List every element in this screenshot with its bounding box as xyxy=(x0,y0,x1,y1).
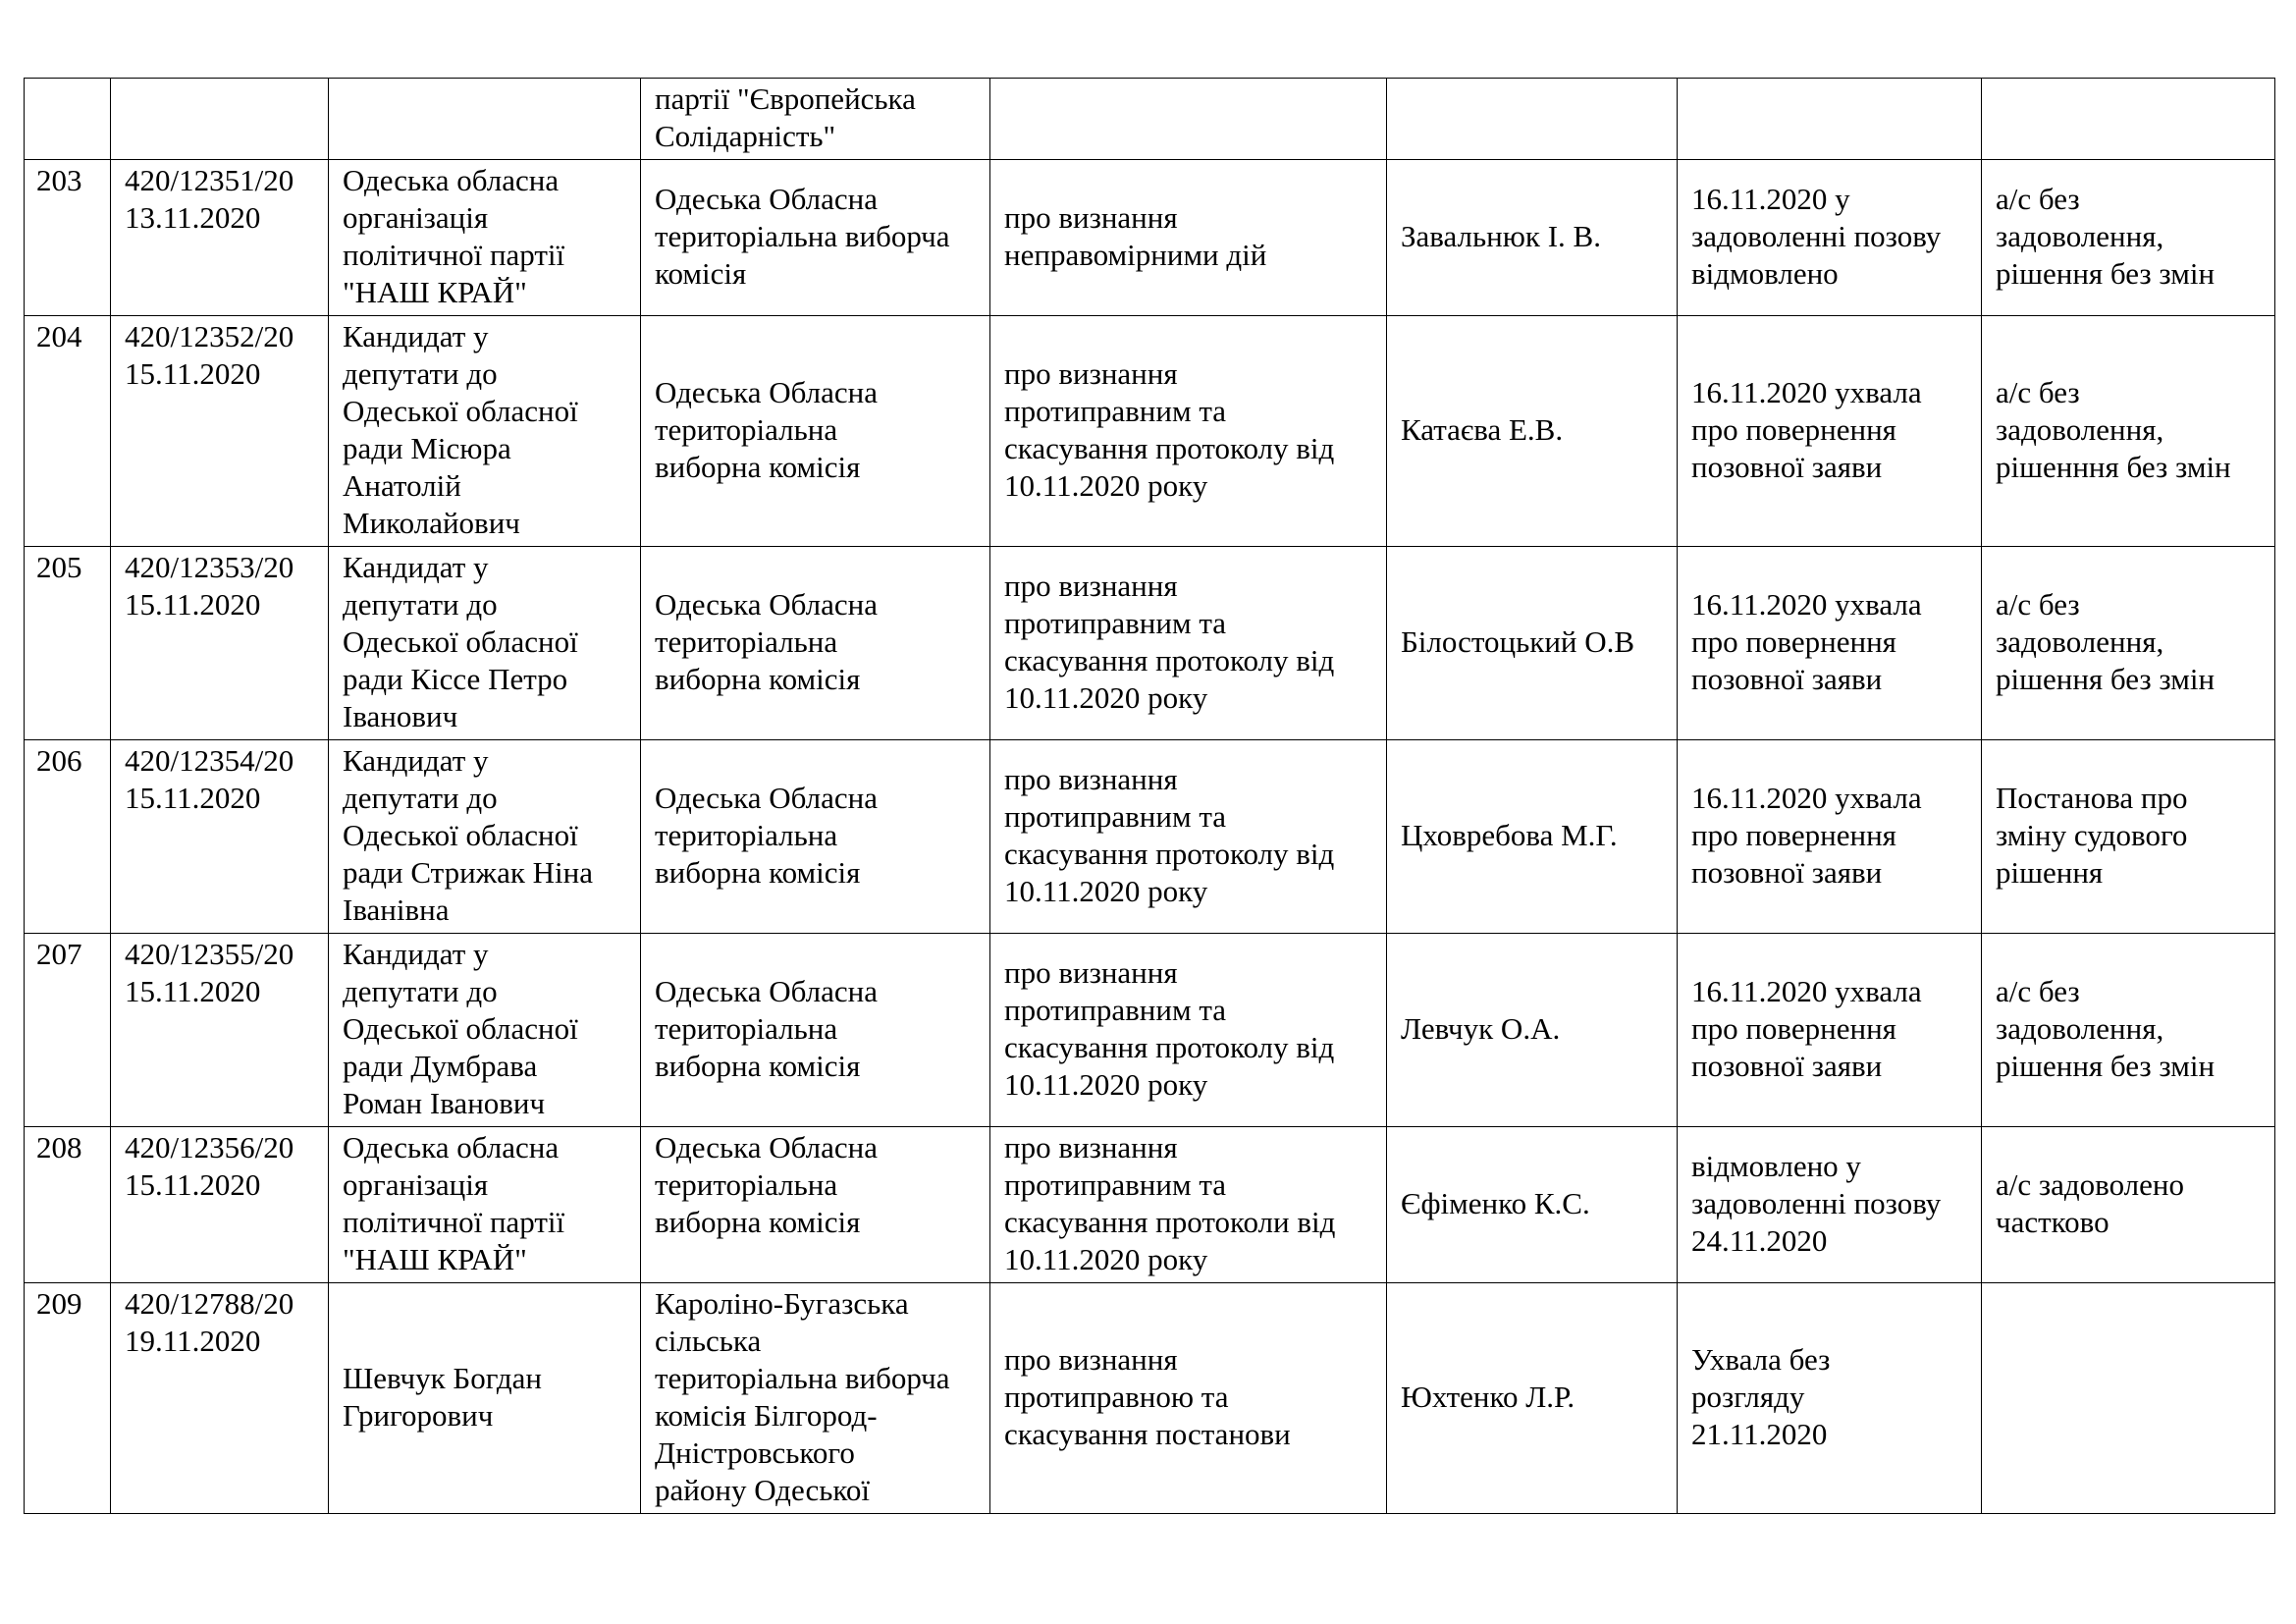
table-row xyxy=(25,547,2275,740)
plaintiff-cell: Кандидат у депутати до Одеської обласної ради Місюра Анатолій Миколайович xyxy=(329,316,641,547)
claim-subject-cell: про визнання протиправною та скасування постанови xyxy=(990,1283,1387,1514)
plaintiff-cell xyxy=(329,79,641,160)
row-number-cell: 203 xyxy=(25,160,111,316)
first-instance-decision-cell: 16.11.2020 ухвала про повернення позовної заяви xyxy=(1678,740,1982,934)
first-instance-decision-cell: Ухвала без розгляду 21.11.2020 xyxy=(1678,1283,1982,1514)
table-row xyxy=(25,316,2275,547)
table-row xyxy=(25,160,2275,316)
judge-cell: Левчук О.А. xyxy=(1387,934,1678,1127)
case-number-cell: 420/12788/20 19.11.2020 xyxy=(111,1283,329,1514)
plaintiff-cell: Одеська обласна організація політичної партії "НАШ КРАЙ" xyxy=(329,1127,641,1283)
claim-subject-cell: про визнання неправомірними дій xyxy=(990,160,1387,316)
defendant-cell: Одеська Обласна територіальна виборна комісія xyxy=(641,547,990,740)
row-number-cell: 208 xyxy=(25,1127,111,1283)
judge-cell: Білостоцький О.В xyxy=(1387,547,1678,740)
first-instance-decision-cell: 16.11.2020 у задоволенні позову відмовлено xyxy=(1678,160,1982,316)
claim-subject-cell: про визнання протиправним та скасування протоколу від 10.11.2020 року xyxy=(990,547,1387,740)
claim-subject-cell xyxy=(990,79,1387,160)
case-number-cell: 420/12353/20 15.11.2020 xyxy=(111,547,329,740)
judge-cell: Юхтенко Л.Р. xyxy=(1387,1283,1678,1514)
case-number-cell: 420/12351/20 13.11.2020 xyxy=(111,160,329,316)
defendant-cell: партії "Європейська Солідарність" xyxy=(641,79,990,160)
judge-cell xyxy=(1387,79,1678,160)
table-row xyxy=(25,740,2275,934)
first-instance-decision-cell: 16.11.2020 ухвала про повернення позовної заяви xyxy=(1678,547,1982,740)
claim-subject-cell: про визнання протиправним та скасування протоколу від 10.11.2020 року xyxy=(990,934,1387,1127)
judge-cell: Єфіменко К.С. xyxy=(1387,1127,1678,1283)
case-number-cell: 420/12354/20 15.11.2020 xyxy=(111,740,329,934)
case-number-cell xyxy=(111,79,329,160)
defendant-cell: Одеська Обласна територіальна виборна комісія xyxy=(641,934,990,1127)
defendant-cell: Одеська Обласна територіальна виборна комісія xyxy=(641,316,990,547)
appeal-result-cell: а/с без задоволення, рішення без змін xyxy=(1982,547,2275,740)
appeal-result-cell: а/с без задоволення, рішення без змін xyxy=(1982,934,2275,1127)
first-instance-decision-cell: відмовлено у задоволенні позову 24.11.2020 xyxy=(1678,1127,1982,1283)
judge-cell: Катаєва Е.В. xyxy=(1387,316,1678,547)
case-number-cell: 420/12355/20 15.11.2020 xyxy=(111,934,329,1127)
row-number-cell: 204 xyxy=(25,316,111,547)
plaintiff-cell: Одеська обласна організація політичної партії "НАШ КРАЙ" xyxy=(329,160,641,316)
claim-subject-cell: про визнання протиправним та скасування протоколу від 10.11.2020 року xyxy=(990,316,1387,547)
plaintiff-cell: Шевчук Богдан Григорович xyxy=(329,1283,641,1514)
first-instance-decision-cell: 16.11.2020 ухвала про повернення позовної заяви xyxy=(1678,316,1982,547)
defendant-cell: Одеська Обласна територіальна виборча комісія xyxy=(641,160,990,316)
table-row xyxy=(25,1127,2275,1283)
table-row xyxy=(25,79,2275,160)
row-number-cell: 205 xyxy=(25,547,111,740)
appeal-result-cell: а/с без задоволення, рішення без змін xyxy=(1982,160,2275,316)
first-instance-decision-cell xyxy=(1678,79,1982,160)
court-cases-table xyxy=(24,78,2275,1514)
judge-cell: Цховребова М.Г. xyxy=(1387,740,1678,934)
defendant-cell: Одеська Обласна територіальна виборна комісія xyxy=(641,1127,990,1283)
first-instance-decision-cell: 16.11.2020 ухвала про повернення позовної заяви xyxy=(1678,934,1982,1127)
row-number-cell xyxy=(25,79,111,160)
case-number-cell: 420/12352/20 15.11.2020 xyxy=(111,316,329,547)
defendant-cell: Кароліно-Бугазська сільська територіальна виборча комісія Білгород- Дністровського району Одеської xyxy=(641,1283,990,1514)
plaintiff-cell: Кандидат у депутати до Одеської обласної ради Думбрава Роман Іванович xyxy=(329,934,641,1127)
defendant-cell: Одеська Обласна територіальна виборна комісія xyxy=(641,740,990,934)
row-number-cell: 209 xyxy=(25,1283,111,1514)
row-number-cell: 207 xyxy=(25,934,111,1127)
appeal-result-cell: Постанова про зміну судового рішення xyxy=(1982,740,2275,934)
claim-subject-cell: про визнання протиправним та скасування протоколу від 10.11.2020 року xyxy=(990,740,1387,934)
appeal-result-cell: а/с без задоволення, рішенння без змін xyxy=(1982,316,2275,547)
plaintiff-cell: Кандидат у депутати до Одеської обласної ради Кіссе Петро Іванович xyxy=(329,547,641,740)
claim-subject-cell: про визнання протиправним та скасування протоколи від 10.11.2020 року xyxy=(990,1127,1387,1283)
appeal-result-cell: а/с задоволено частково xyxy=(1982,1127,2275,1283)
row-number-cell: 206 xyxy=(25,740,111,934)
appeal-result-cell xyxy=(1982,1283,2275,1514)
case-number-cell: 420/12356/20 15.11.2020 xyxy=(111,1127,329,1283)
table-row xyxy=(25,934,2275,1127)
appeal-result-cell xyxy=(1982,79,2275,160)
table-row xyxy=(25,1283,2275,1514)
judge-cell: Завальнюк І. В. xyxy=(1387,160,1678,316)
plaintiff-cell: Кандидат у депутати до Одеської обласної ради Стрижак Ніна Іванівна xyxy=(329,740,641,934)
